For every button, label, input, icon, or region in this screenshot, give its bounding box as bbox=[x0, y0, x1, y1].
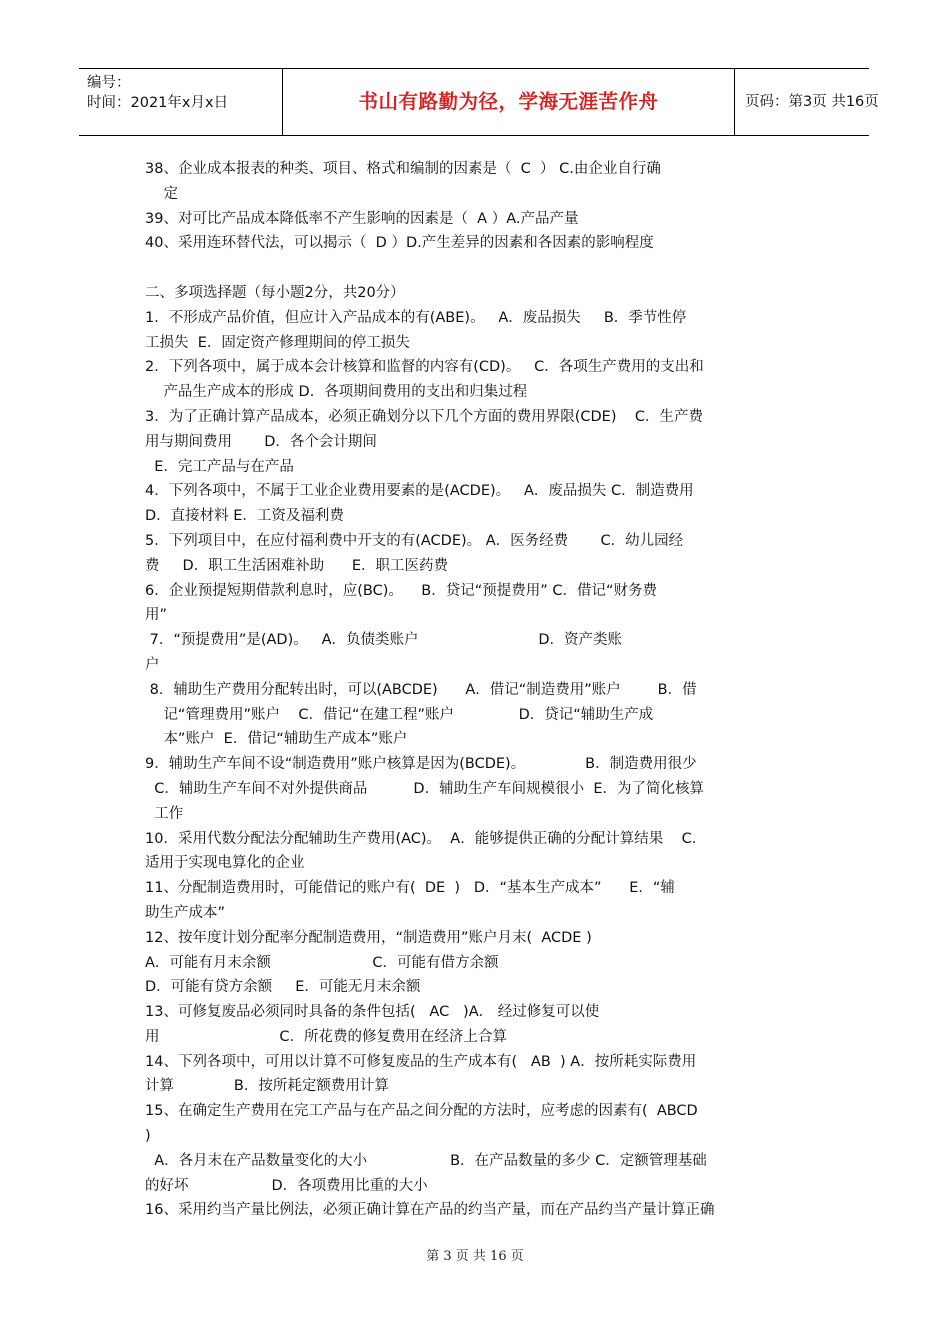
page-footer: 第 3 页 共 16 页 bbox=[426, 1249, 524, 1264]
text-line: 工损失 E．固定资产修理期间的停工损失 bbox=[145, 334, 410, 351]
page-header bbox=[79, 68, 879, 136]
text-line: 7．“预提费用”是(AD)。 A．负债类账户 D．资产类账 bbox=[145, 632, 623, 649]
text-line: 13、可修复废品必须同时具备的条件包括( AC )A． 经过修复可以使 bbox=[145, 1004, 600, 1021]
text-line: D．可能有贷方余额 E．可能无月末余额 bbox=[145, 979, 421, 996]
text-line: 1．不形成产品价值，但应计入产品成本的有(ABE)。 A．废品损失 B．季节性停 bbox=[145, 309, 687, 326]
text-line: 39、对可比产品成本降低率不产生影响的因素是（ A ）A.产品产量 bbox=[145, 210, 579, 227]
text-line: 8．辅助生产费用分配转出时，可以(ABCDE) A．借记“制造费用”账户 B．借 bbox=[145, 681, 697, 698]
text-line: 11、分配制造费用时，可能借记的账户有( DE ) D．“基本生产成本” E．“辅 bbox=[145, 880, 675, 897]
text-line: 适用于实现电算化的企业 bbox=[145, 855, 305, 872]
text-line: 费 D．职工生活困难补助 E．职工医药费 bbox=[145, 557, 449, 574]
text-line: 14、下列各项中，可用以计算不可修复废品的生产成本有( AB ) A．按所耗实际费用 bbox=[145, 1053, 697, 1070]
text-line: 二、多项选择题（每小题2分，共20分） bbox=[145, 284, 405, 301]
text-line: 记“管理费用”账户 C．借记“在建工程”账户 D．贷记“辅助生产成 bbox=[145, 706, 654, 723]
date-label: 时间：2021年x月x日 bbox=[87, 95, 229, 111]
text-line: 用与期间费用 D．各个会计期间 bbox=[145, 433, 377, 450]
text-line: 定 bbox=[145, 185, 178, 202]
text-line: 2．下列各项中，属于成本会计核算和监督的内容有(CD)。 C．各项生产费用的支出和 bbox=[145, 359, 704, 376]
text-line: A．各月末在产品数量变化的大小 B．在产品数量的多少 C．定额管理基础 bbox=[145, 1152, 707, 1169]
text-line: 用” bbox=[145, 607, 168, 624]
header-page-info: 页码：第3页 共16页 bbox=[745, 94, 879, 110]
text-line: ) bbox=[145, 1128, 151, 1145]
text-line: 15、在确定生产费用在完工产品与在产品之间分配的方法时，应考虑的因素有( ABCD bbox=[145, 1103, 698, 1120]
text-line: 的好坏 D．各项费用比重的大小 bbox=[145, 1177, 428, 1194]
number-label: 编号： bbox=[87, 75, 131, 91]
text-line: 户 bbox=[145, 656, 160, 673]
blank-line bbox=[145, 256, 807, 281]
header-motto: 书山有路勤为径，学海无涯苦作舟 bbox=[282, 69, 735, 135]
text-line: 40、采用连环替代法，可以揭示（ D ）D.产生差异的因素和各因素的影响程度 bbox=[145, 235, 654, 252]
header-meta bbox=[79, 69, 282, 135]
text-line: 38、企业成本报表的种类、项目、格式和编制的因素是（ C ） C.由企业自行确 bbox=[145, 161, 661, 177]
text-line: 10．采用代数分配法分配辅助生产费用(AC)。 A．能够提供正确的分配计算结果 C． bbox=[145, 830, 707, 847]
text-line: 3．为了正确计算产品成本，必须正确划分以下几个方面的费用界限(CDE) C．生产费 bbox=[145, 408, 704, 425]
text-line: E．完工产品与在产品 bbox=[145, 458, 294, 475]
text-line: 产品生产成本的形成 D．各项期间费用的支出和归集过程 bbox=[145, 384, 528, 401]
text-line: 本”账户 E．借记“辅助生产成本”账户 bbox=[145, 731, 408, 748]
text-line: 用 C．所花费的修复费用在经济上合算 bbox=[145, 1028, 507, 1045]
text-line: 9．辅助生产车间不设“制造费用”账户核算是因为(BCDE)。 B．制造费用很少 bbox=[145, 756, 697, 773]
text-line: C．辅助生产车间不对外提供商品 D．辅助生产车间规模很小 E．为了简化核算 bbox=[145, 780, 704, 797]
document-body bbox=[145, 157, 807, 1223]
text-line: 5．下列项目中，在应付福利费中开支的有(ACDE)。 A．医务经费 C．幼儿园经 bbox=[145, 532, 684, 549]
text-line: D．直接材料 E．工资及福利费 bbox=[145, 508, 344, 525]
text-line: 工作 bbox=[145, 805, 184, 822]
text-line: 12、按年度计划分配率分配制造费用，“制造费用”账户月末( ACDE ) bbox=[145, 929, 592, 946]
text-line: A．可能有月末余额 C．可能有借方余额 bbox=[145, 954, 499, 971]
text-line: 助生产成本” bbox=[145, 904, 226, 921]
text-line: 计算 B．按所耗定额费用计算 bbox=[145, 1078, 389, 1095]
text-line: 16、采用约当产量比例法，必须正确计算在产品的约当产量，而在产品约当产量计算正确 bbox=[145, 1202, 715, 1219]
text-line: 6．企业预提短期借款利息时，应(BC)。 B．贷记“预提费用” C．借记“财务费 bbox=[145, 582, 658, 599]
text-line: 4．下列各项中，不属于工业企业费用要素的是(ACDE)。 A．废品损失 C．制造费用 bbox=[145, 483, 694, 500]
